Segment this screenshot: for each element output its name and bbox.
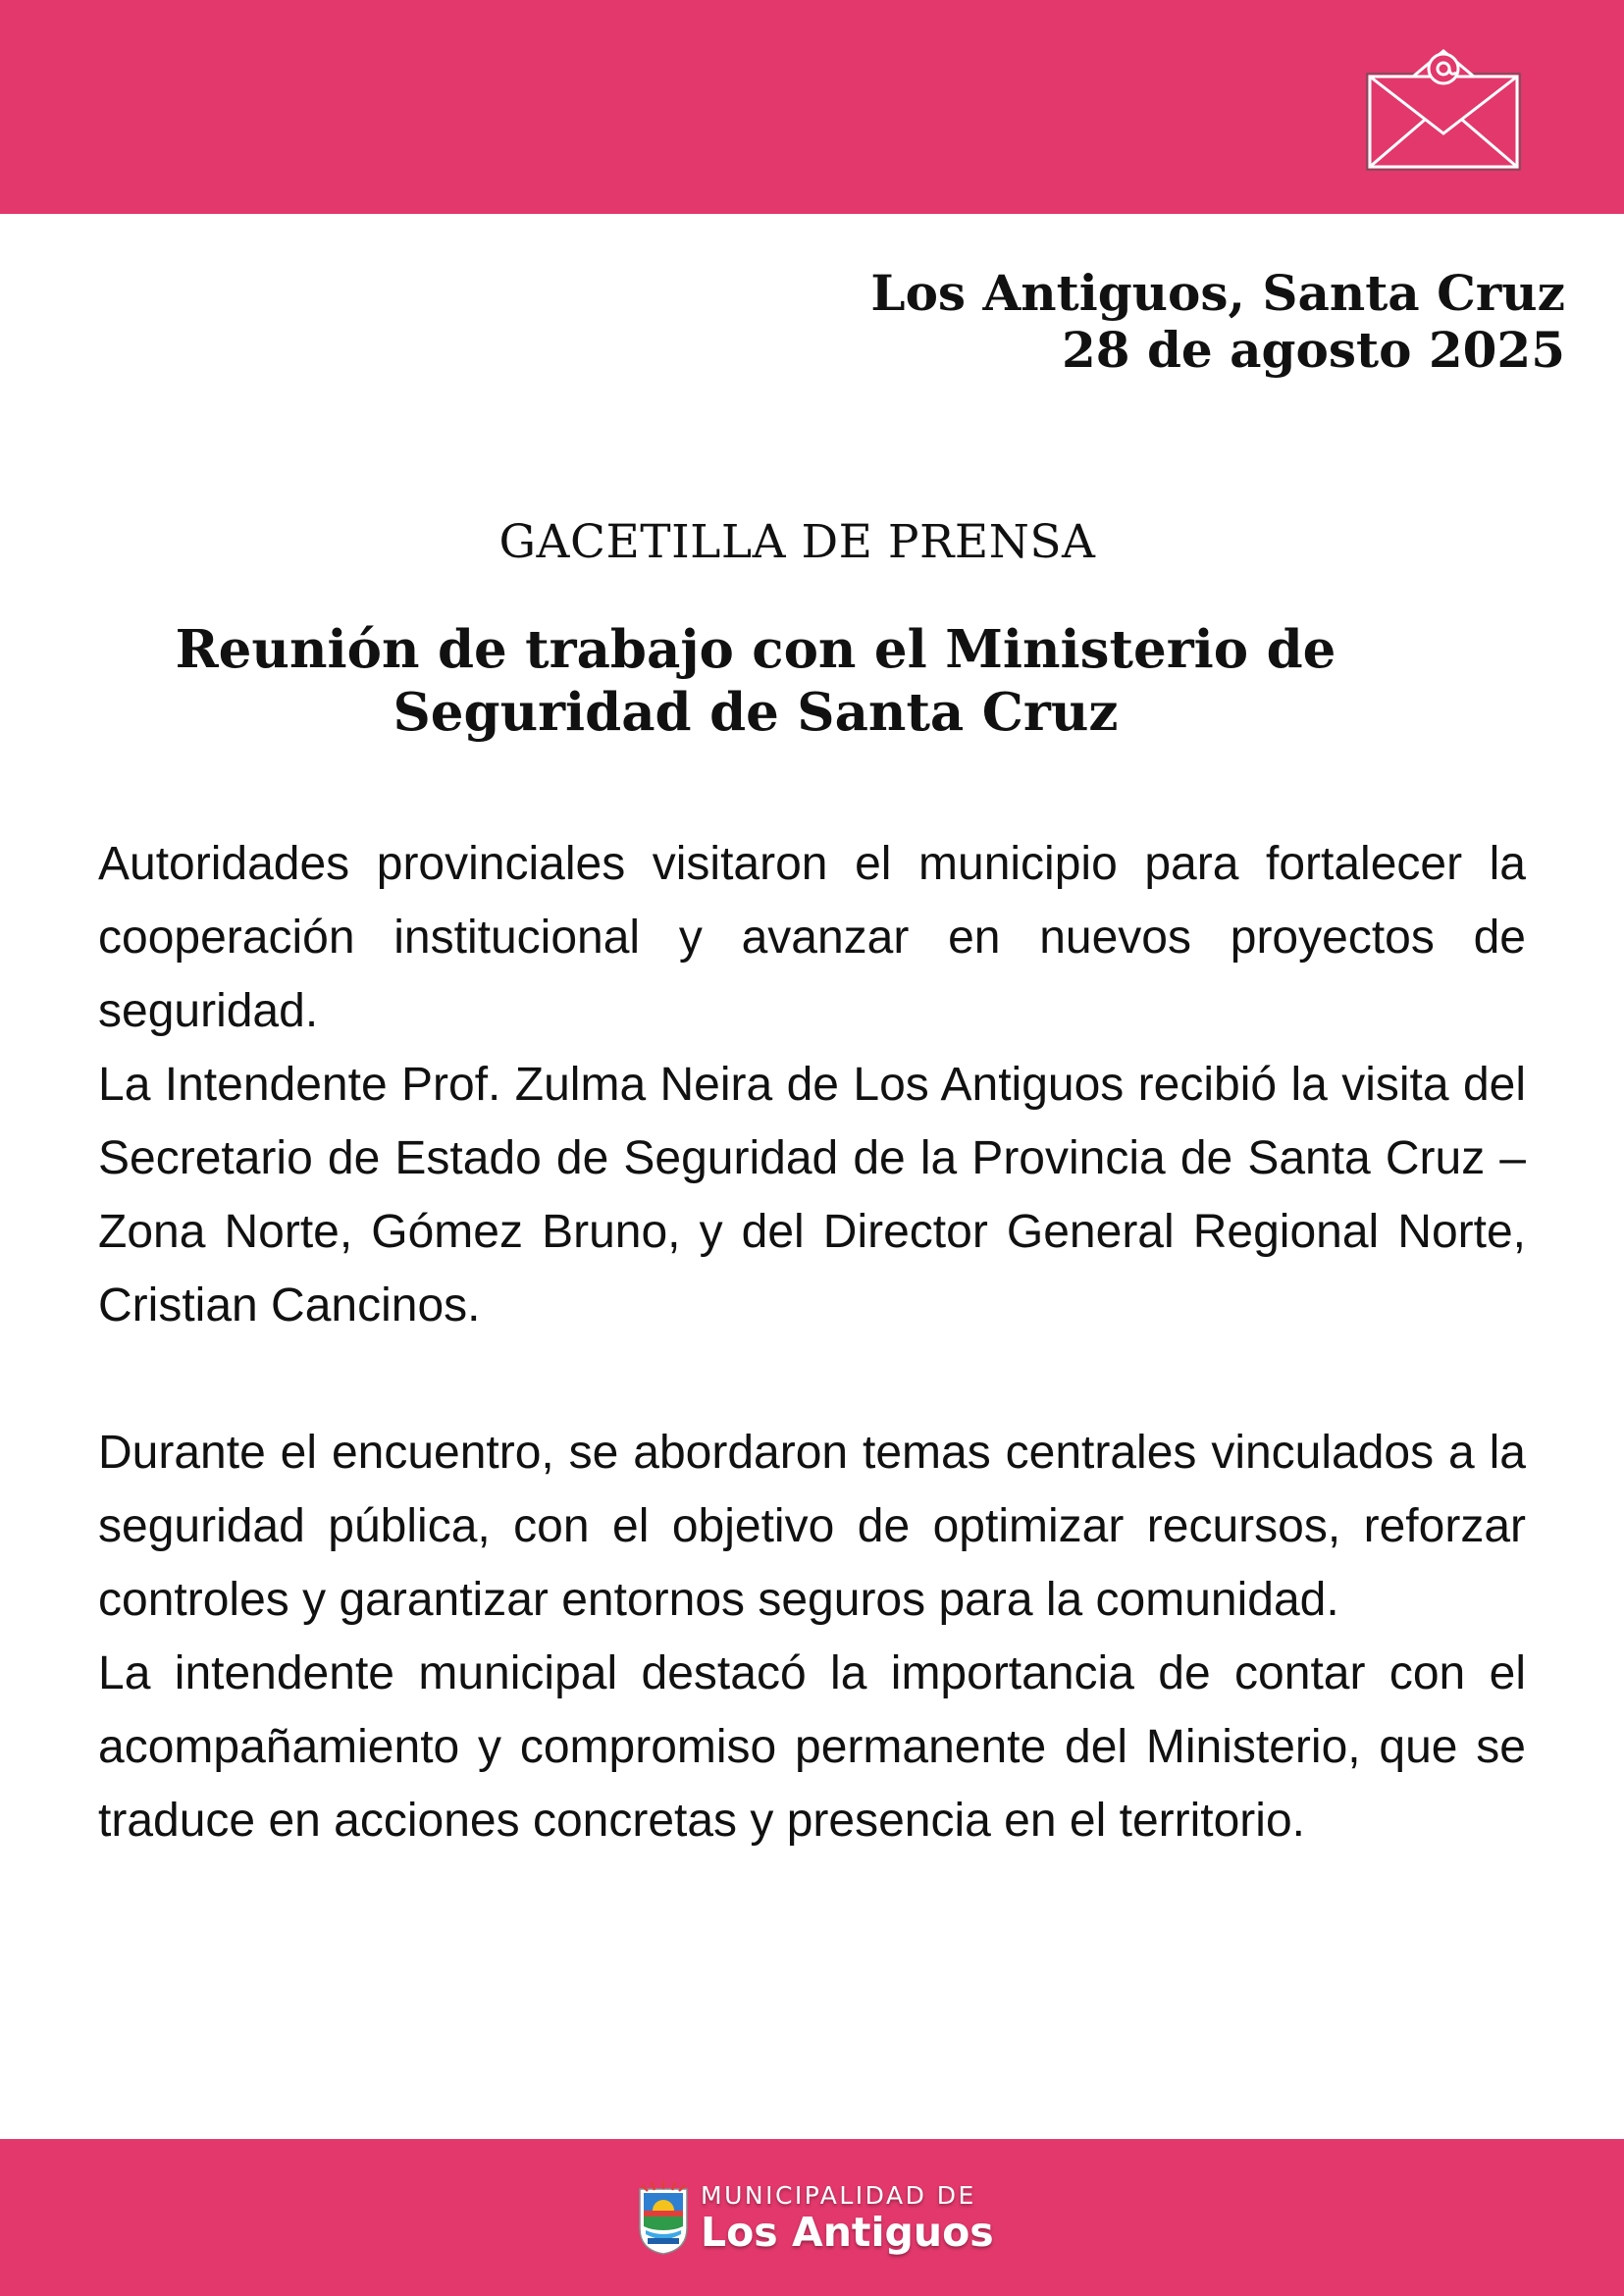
body-paragraph-3: Durante el encuentro, se abordaron temas centrales vinculados a la seguridad pública, con el objetivo de optimizar recursos, reforzar controles y garantizar entornos seguros para la comunidad. xyxy=(98,1427,1526,1626)
logo-line-2: Los Antiguos xyxy=(701,2209,994,2256)
dateline-place: Los Antiguos, Santa Cruz xyxy=(870,264,1565,322)
header-band xyxy=(0,0,1624,214)
dateline-date: 28 de agosto 2025 xyxy=(1061,321,1565,379)
headline-line-1: Reunión de trabajo con el Ministerio de xyxy=(175,619,1336,680)
body-paragraph-4: La intendente municipal destacó la importancia de contar con el acompañamiento y compromiso permanente del Ministerio, que se traduce en acciones concretas y presencia en el territorio. xyxy=(98,1647,1526,1847)
headline xyxy=(147,618,1364,744)
paragraph-spacer xyxy=(98,1342,1526,1416)
body-paragraph-1: Autoridades provinciales visitaron el municipio para fortalecer la cooperación institucional y avanzar en nuevos proyectos de seguridad. xyxy=(98,838,1526,1037)
logo-text xyxy=(701,2182,994,2255)
email-envelope-icon xyxy=(1364,39,1523,173)
municipal-coat-of-arms-icon xyxy=(636,2181,691,2256)
headline-line-2: Seguridad de Santa Cruz xyxy=(393,682,1119,743)
press-release-kicker: GACETILLA DE PRENSA xyxy=(498,515,1096,569)
article-body xyxy=(98,827,1526,1857)
dateline xyxy=(870,265,1565,379)
municipal-logo xyxy=(636,2178,994,2259)
logo-line-1: MUNICIPALIDAD DE xyxy=(701,2181,976,2210)
body-paragraph-2: La Intendente Prof. Zulma Neira de Los Antiguos recibió la visita del Secretario de Estado de Seguridad de la Provincia de Santa Cruz – Zona Norte, Gómez Bruno, y del Director General Regional Norte, Cristian Cancinos. xyxy=(98,1059,1526,1331)
